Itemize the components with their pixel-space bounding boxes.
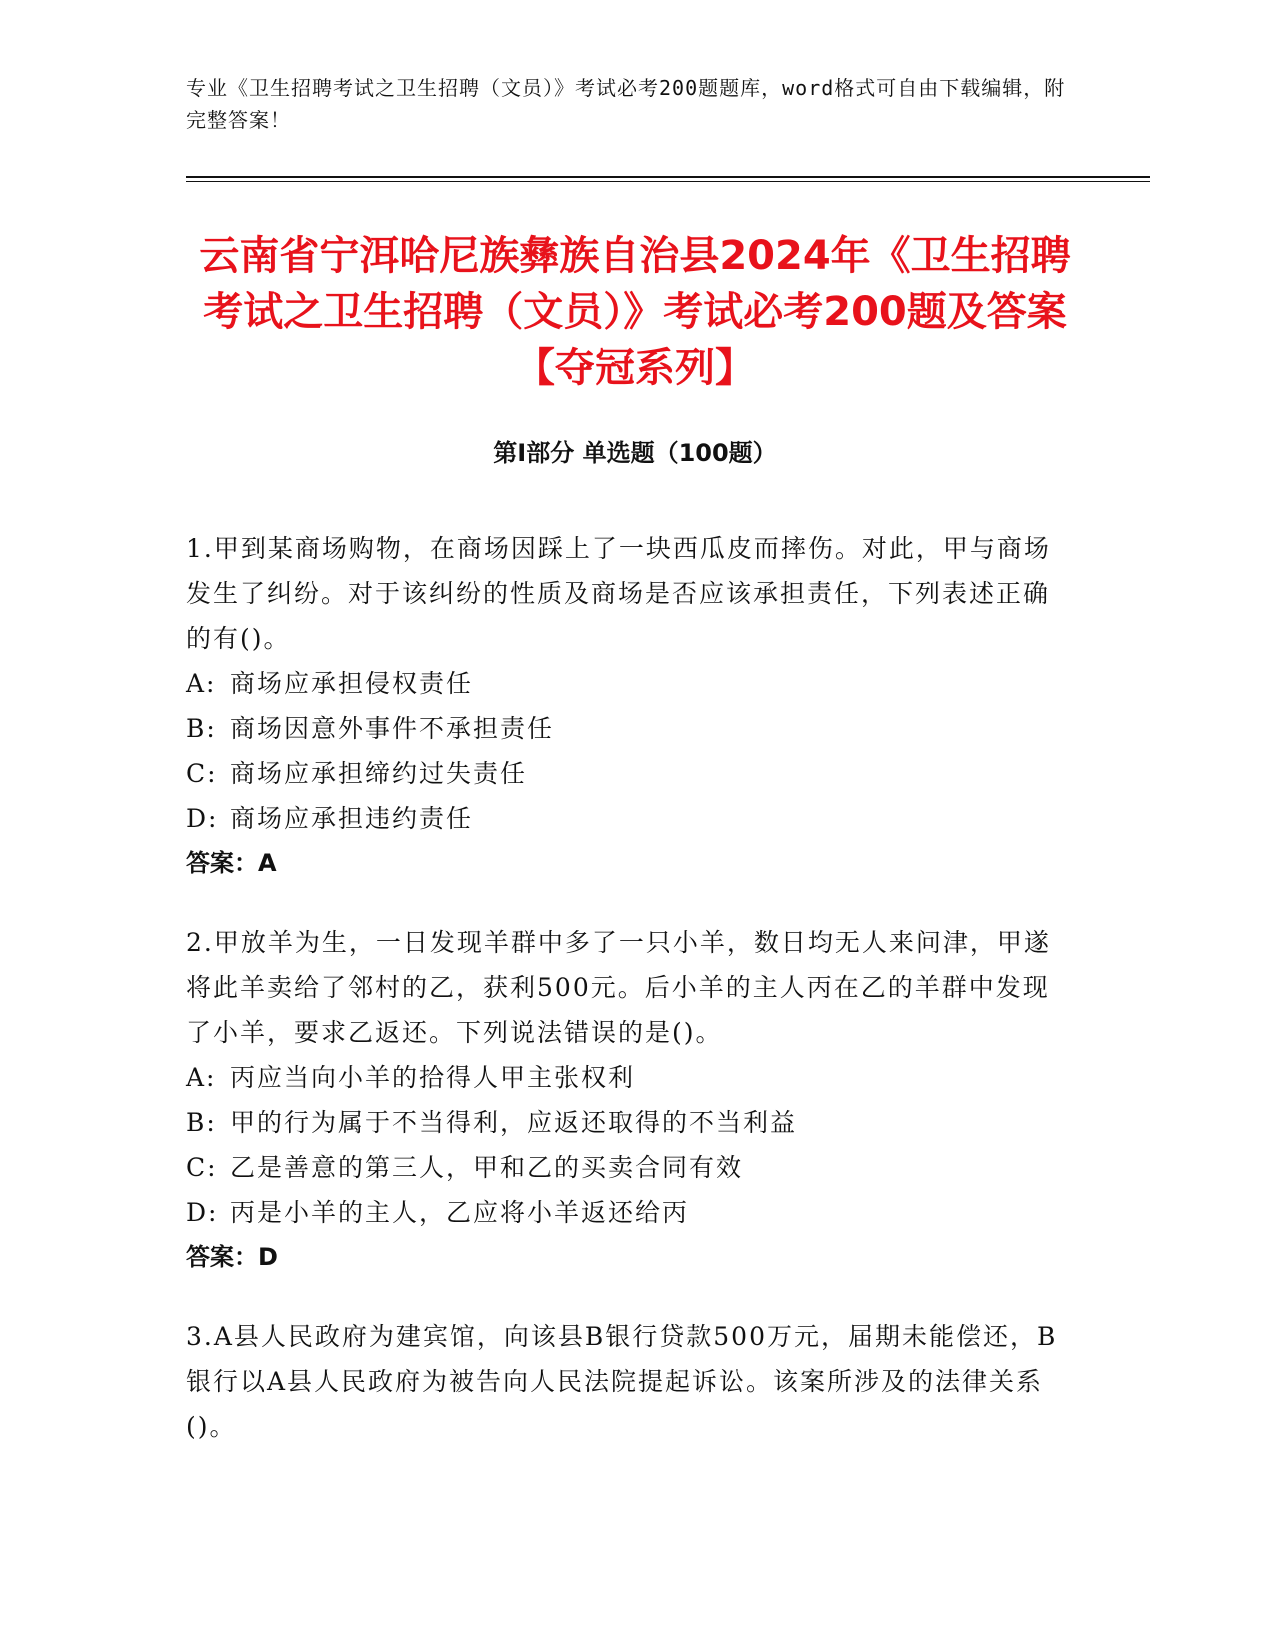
header-rule-thin [186, 181, 1150, 182]
question-2 [186, 920, 1066, 1280]
option-key: D: [186, 1198, 219, 1227]
option-text: 商场应承担违约责任 [230, 804, 474, 833]
option-text: 乙是善意的第三人，甲和乙的买卖合同有效 [230, 1153, 744, 1182]
question-text: 3.A县人民政府为建宾馆，向该县B银行贷款500万元，届期未能偿还，B银行以A县人民政府为被告向人民法院提起诉讼。该案所涉及的法律关系()。 [186, 1322, 1058, 1441]
option-b [186, 706, 1066, 751]
option-d [186, 796, 1066, 841]
answer-label: 答案： [186, 849, 258, 877]
option-text: 商场因意外事件不承担责任 [230, 714, 555, 743]
option-c [186, 1145, 1066, 1190]
option-key: B: [186, 1108, 217, 1137]
question-1 [186, 526, 1066, 886]
header-rule [186, 176, 1150, 178]
option-key: A: [186, 669, 217, 698]
option-text: 甲的行为属于不当得利，应返还取得的不当利益 [230, 1108, 798, 1137]
question-list [186, 526, 1066, 1483]
option-key: C: [186, 1153, 218, 1182]
option-key: B: [186, 714, 217, 743]
option-text: 丙是小羊的主人，乙应将小羊返还给丙 [230, 1198, 690, 1227]
option-text: 丙应当向小羊的拾得人甲主张权利 [230, 1063, 636, 1092]
option-b [186, 1100, 1066, 1145]
answer-line [186, 841, 1066, 886]
document-title: 云南省宁洱哈尼族彝族自治县2024年《卫生招聘考试之卫生招聘（文员）》考试必考200题及答案【夺冠系列】 [199, 233, 1071, 391]
question-3 [186, 1314, 1066, 1449]
option-key: A: [186, 1063, 217, 1092]
option-a [186, 661, 1066, 706]
option-a [186, 1055, 1066, 1100]
question-text: 2.甲放羊为生，一日发现羊群中多了一只小羊，数日均无人来问津，甲遂将此羊卖给了邻村的乙，获利500元。后小羊的主人丙在乙的羊群中发现了小羊，要求乙返还。下列说法错误的是()。 [186, 928, 1051, 1047]
answer-label: 答案： [186, 1243, 258, 1271]
header-note: 专业《卫生招聘考试之卫生招聘（文员）》考试必考200题题库，word格式可自由下载编辑，附完整答案！ [186, 76, 1066, 132]
option-c [186, 751, 1066, 796]
section-heading: 第Ⅰ部分 单选题（100题） [493, 439, 777, 467]
option-key: C: [186, 759, 218, 788]
option-d [186, 1190, 1066, 1235]
option-text: 商场应承担侵权责任 [230, 669, 474, 698]
question-text: 1.甲到某商场购物，在商场因踩上了一块西瓜皮而摔伤。对此，甲与商场发生了纠纷。对于该纠纷的性质及商场是否应该承担责任，下列表述正确的有()。 [186, 534, 1051, 653]
option-text: 商场应承担缔约过失责任 [230, 759, 528, 788]
answer-line [186, 1235, 1066, 1280]
answer-value: A [258, 849, 277, 877]
answer-value: D [258, 1243, 278, 1271]
option-key: D: [186, 804, 219, 833]
